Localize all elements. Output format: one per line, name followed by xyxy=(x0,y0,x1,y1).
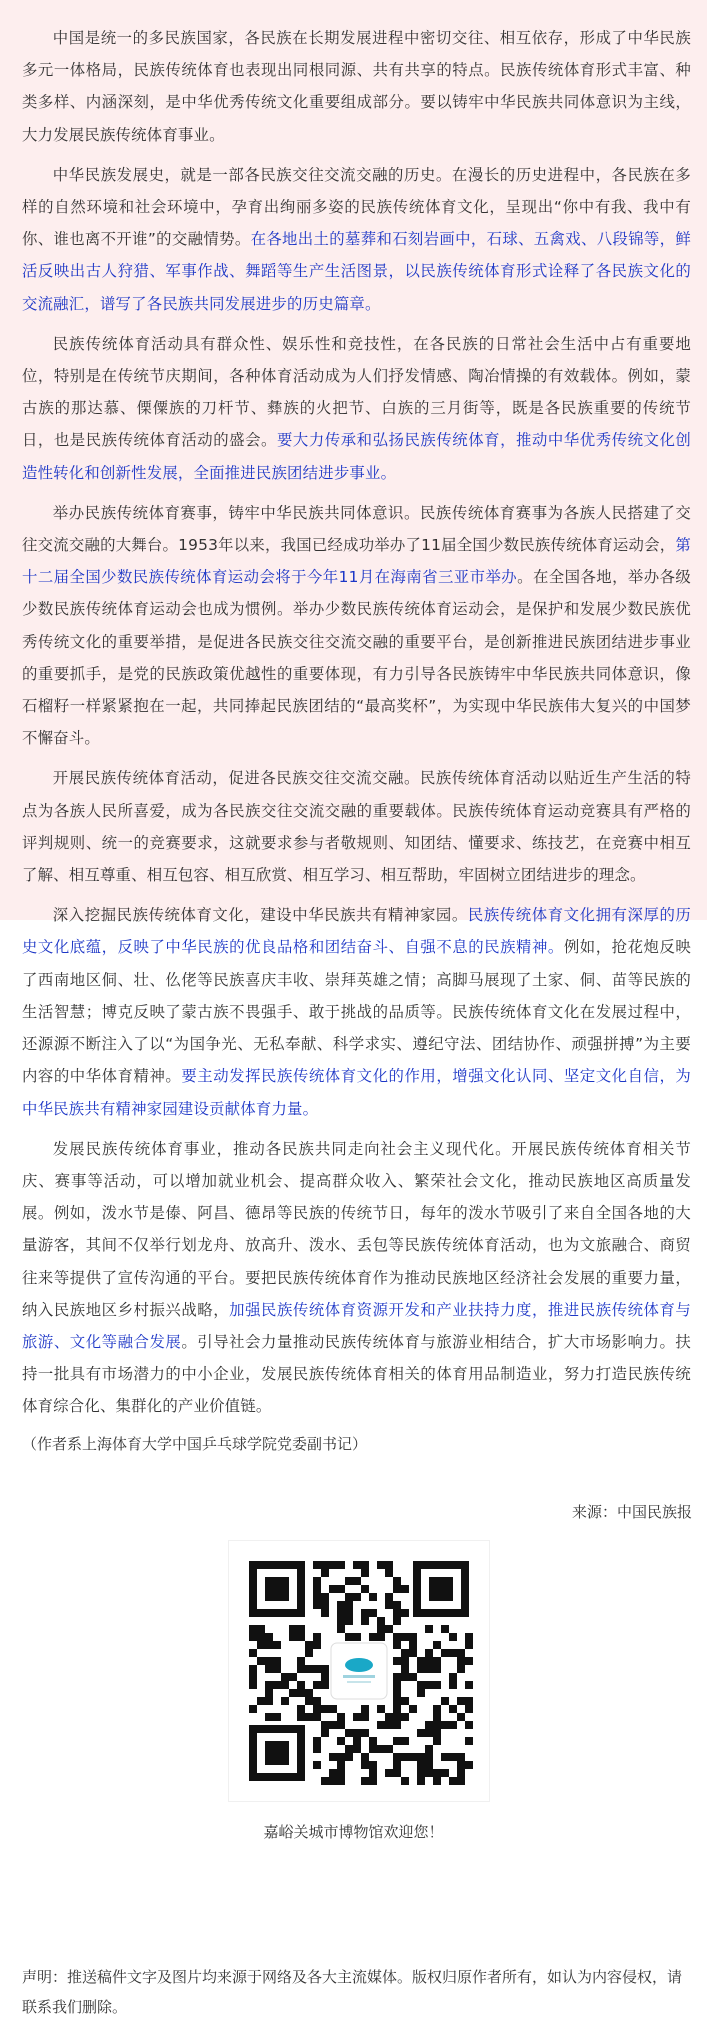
qr-module xyxy=(313,1585,321,1593)
qr-module xyxy=(393,1609,401,1617)
qr-finder-top-right xyxy=(413,1561,469,1617)
qr-module xyxy=(305,1713,313,1721)
qr-module xyxy=(361,1609,369,1617)
qr-module xyxy=(441,1769,449,1777)
qr-module xyxy=(361,1713,369,1721)
qr-module xyxy=(425,1769,433,1777)
qr-module xyxy=(337,1585,345,1593)
qr-module xyxy=(249,1673,257,1681)
qr-module xyxy=(281,1697,289,1705)
qr-module xyxy=(417,1769,425,1777)
qr-module xyxy=(393,1601,401,1609)
qr-module xyxy=(353,1577,361,1585)
qr-module xyxy=(297,1633,305,1641)
qr-module xyxy=(425,1625,433,1633)
qr-caption: 嘉峪关城市博物馆欢迎您！ xyxy=(263,1823,444,1841)
qr-module xyxy=(417,1729,425,1737)
qr-module xyxy=(329,1769,337,1777)
qr-module xyxy=(321,1721,329,1729)
highlight-text: 在各地出土的墓葬和石刻岩画中，石球、五禽戏、八段锦等，鲜活反映出古人狩猎、军事作战、舞蹈等生产生活图景，以民族传统体育形式诠释了各民族文化的交流融汇，谱写了各民族共同发展进步的历史篇章。 xyxy=(22,230,691,313)
qr-module xyxy=(425,1681,433,1689)
qr-module xyxy=(265,1665,273,1673)
qr-module xyxy=(265,1633,273,1641)
qr-module xyxy=(353,1561,361,1569)
paragraph-text: 中华民族发展史，就是一部各民族交往交流交融的历史。在漫长的历史进程中，各民族在多样的自然环境和社会环境中，孕育出绚丽多姿的民族传统体育文化，呈现出“你中有我、我中有你、谁也离不开谁”的交融情势。 xyxy=(22,165,691,249)
qr-module xyxy=(385,1625,393,1633)
qr-module xyxy=(249,1649,257,1657)
qr-module xyxy=(273,1665,281,1673)
qr-module xyxy=(465,1761,473,1769)
qr-module xyxy=(329,1585,337,1593)
qr-module xyxy=(393,1577,401,1585)
qr-module xyxy=(305,1665,313,1673)
qr-module xyxy=(457,1753,465,1761)
highlight-text: 民族传统体育文化拥有深厚的历史文化底蕴，反映了中华民族的优良品格和团结奋斗、自强不息的民族精神。 xyxy=(22,906,691,957)
qr-module xyxy=(297,1665,305,1673)
qr-module xyxy=(273,1657,281,1665)
qr-module xyxy=(345,1753,353,1761)
source-label: 来源：中国民族报 xyxy=(571,1503,692,1521)
qr-module xyxy=(465,1633,473,1641)
qr-module xyxy=(313,1745,321,1753)
qr-module xyxy=(393,1633,401,1641)
qr-module xyxy=(313,1641,321,1649)
qr-module xyxy=(353,1737,361,1745)
qr-module xyxy=(417,1761,425,1769)
qr-module xyxy=(329,1721,337,1729)
qr-module xyxy=(337,1609,345,1617)
qr-module xyxy=(377,1633,385,1641)
qr-module xyxy=(465,1681,473,1689)
qr-module xyxy=(321,1705,329,1713)
qr-module xyxy=(377,1745,385,1753)
qr-module xyxy=(457,1777,465,1785)
qr-module xyxy=(441,1721,449,1729)
qr-module xyxy=(313,1665,321,1673)
qr-module xyxy=(393,1617,401,1625)
qr-module xyxy=(249,1633,257,1641)
qr-module xyxy=(409,1649,417,1657)
paragraph xyxy=(22,328,691,489)
qr-module xyxy=(433,1729,441,1737)
qr-module xyxy=(385,1769,393,1777)
qr-module xyxy=(321,1673,329,1681)
qr-module xyxy=(433,1721,441,1729)
qr-module xyxy=(353,1745,361,1753)
qr-module xyxy=(401,1673,409,1681)
paragraph-text: 民族传统体育活动具有群众性、娱乐性和竞技性，在各民族的日常社会生活中占有重要地位，特别是在传统节庆期间，各种体育活动成为人们抒发情感、陶冶情操的有效载体。例如，蒙古族的那达慕、傈僳族的刀杆节、彝族的火把节、白族的三月街等，既是各民族重要的传统节日，也是民族传统体育活动的盛会。 xyxy=(22,334,691,450)
qr-module xyxy=(393,1673,401,1681)
qr-module xyxy=(289,1673,297,1681)
qr-module xyxy=(449,1649,457,1657)
qr-center-logo xyxy=(331,1643,387,1699)
qr-module xyxy=(361,1729,369,1737)
qr-module xyxy=(297,1689,305,1697)
qr-module xyxy=(449,1705,457,1713)
qr-module xyxy=(433,1657,441,1665)
qr-module xyxy=(417,1657,425,1665)
qr-module xyxy=(457,1649,465,1657)
qr-module xyxy=(289,1689,297,1697)
qr-module xyxy=(353,1713,361,1721)
qr-module xyxy=(321,1681,329,1689)
qr-module xyxy=(417,1689,425,1697)
qr-module xyxy=(337,1561,345,1569)
qr-module xyxy=(345,1745,353,1753)
qr-module xyxy=(249,1705,257,1713)
qr-module xyxy=(257,1697,265,1705)
qr-module xyxy=(313,1737,321,1745)
qr-module xyxy=(297,1657,305,1665)
qr-module xyxy=(345,1633,353,1641)
qr-module xyxy=(409,1753,417,1761)
qr-module xyxy=(377,1617,385,1625)
qr-module xyxy=(425,1657,433,1665)
qr-module xyxy=(449,1633,457,1641)
disclaimer: 声明：推送稿件文字及图片均来源于网络及各大主流媒体。版权归原作者所有，如认为内容侵权，请联系我们删除。 xyxy=(22,1968,683,2016)
qr-module xyxy=(369,1737,377,1745)
qr-module xyxy=(385,1721,393,1729)
paragraph-text: 开展民族传统体育活动，促进各民族交往交流交融。民族传统体育活动以贴近生产生活的特点为各族人民所喜爱，成为各民族交往交流交融的重要载体。民族传统体育运动竞赛具有严格的评判规则、统一的竞赛要求，这就要求参与者敬规则、知团结、懂要求、练技艺，在竞赛中相互了解、相互尊重、相互包容、相互欣赏、相互学习、相互帮助，牢固树立团结进步的理念。 xyxy=(22,769,691,885)
paragraph xyxy=(22,899,691,1124)
qr-module xyxy=(329,1705,337,1713)
qr-module xyxy=(337,1721,345,1729)
qr-module xyxy=(433,1769,441,1777)
qr-module xyxy=(305,1689,313,1697)
paragraph-text: 深入挖掘民族传统体育文化，建设中华民族共有精神家园。 xyxy=(52,906,468,925)
qr-module xyxy=(377,1625,385,1633)
qr-module xyxy=(337,1777,345,1785)
qr-module xyxy=(281,1681,289,1689)
qr-module xyxy=(345,1617,353,1625)
qr-module xyxy=(409,1673,417,1681)
qr-module xyxy=(329,1561,337,1569)
qr-module xyxy=(313,1633,321,1641)
paragraph-text: 中国是统一的多民族国家，各民族在长期发展进程中密切交往、相互依存，形成了中华民族多元一体格局，民族传统体育也表现出同根同源、共有共享的特点。民族传统体育形式丰富、种类多样、内涵深刻，是中华优秀传统文化重要组成部分。要以铸牢中华民族共同体意识为主线，大力发展民族传统体育事业。 xyxy=(22,29,691,144)
qr-module xyxy=(297,1713,305,1721)
qr-module xyxy=(401,1585,409,1593)
qr-module xyxy=(449,1721,457,1729)
qr-module xyxy=(401,1665,409,1673)
qr-module xyxy=(393,1761,401,1769)
qr-module xyxy=(385,1561,393,1569)
qr-module xyxy=(265,1697,273,1705)
qr-module xyxy=(321,1593,329,1601)
qr-module xyxy=(329,1777,337,1785)
qr-module xyxy=(401,1649,409,1657)
qr-module xyxy=(305,1697,313,1705)
qr-module xyxy=(465,1657,473,1665)
qr-module xyxy=(401,1697,409,1705)
qr-module xyxy=(313,1681,321,1689)
qr-module xyxy=(401,1737,409,1745)
qr-module xyxy=(305,1641,313,1649)
qr-module xyxy=(313,1713,321,1721)
qr-module xyxy=(465,1721,473,1729)
paragraph-text: 。引导社会力量推动民族传统体育与旅游业相结合，扩大市场影响力。扶持一批具有市场潜力的中小企业，发展民族传统体育相关的体育用品制造业，努力打造民族传统体育综合化、集群化的产业价值链。 xyxy=(22,1332,691,1416)
qr-module xyxy=(433,1705,441,1713)
qr-module xyxy=(369,1609,377,1617)
qr-module xyxy=(457,1657,465,1665)
qr-module xyxy=(345,1577,353,1585)
qr-module xyxy=(433,1641,441,1649)
qr-module xyxy=(425,1745,433,1753)
qr-module xyxy=(289,1625,297,1633)
highlight-text: 要大力传承和弘扬民族传统体育，推动中华优秀传统文化创造性转化和创新性发展，全面推进民族团结进步事业。 xyxy=(22,431,692,482)
qr-module xyxy=(273,1713,281,1721)
qr-module xyxy=(385,1745,393,1753)
qr-module xyxy=(257,1625,265,1633)
qr-module xyxy=(361,1777,369,1785)
qr-module xyxy=(401,1657,409,1665)
qr-module xyxy=(409,1633,417,1641)
qr-module xyxy=(249,1681,257,1689)
qr-module xyxy=(457,1665,465,1673)
qr-module xyxy=(417,1665,425,1673)
qr-module xyxy=(321,1777,329,1785)
qr-module xyxy=(433,1713,441,1721)
qr-code-graphic xyxy=(229,1541,489,1801)
qr-module xyxy=(321,1561,329,1569)
qr-module xyxy=(345,1609,353,1617)
qr-module xyxy=(457,1761,465,1769)
qr-module xyxy=(393,1721,401,1729)
qr-module xyxy=(361,1569,369,1577)
qr-finder-bottom-left xyxy=(249,1725,305,1781)
qr-finder-top-left xyxy=(249,1561,305,1617)
qr-module xyxy=(393,1705,401,1713)
paragraph-text: 例如，抢花炮反映了西南地区侗、壮、仫佬等民族喜庆丰收、崇拜英雄之情；高脚马展现了土家、侗、苗等民族的生活智慧；博克反映了蒙古族不畏强手、敢于挑战的品质等。民族传统体育文化在发展过程中，还源源不断注入了以“为国争光、无私奉献、科学求实、遵纪守法、团结协作、顽强拼搏”为主要内容的中华体育精神。 xyxy=(22,938,691,1086)
qr-module xyxy=(337,1625,345,1633)
qr-module xyxy=(321,1569,329,1577)
qr-module xyxy=(393,1657,401,1665)
qr-module xyxy=(353,1633,361,1641)
qr-module xyxy=(401,1633,409,1641)
qr-module xyxy=(425,1721,433,1729)
qr-module xyxy=(369,1761,377,1769)
qr-module xyxy=(249,1665,257,1673)
qr-module xyxy=(313,1577,321,1585)
qr-module xyxy=(433,1665,441,1673)
qr-module xyxy=(345,1729,353,1737)
qr-module xyxy=(337,1769,345,1777)
qr-module xyxy=(257,1657,265,1665)
qr-module xyxy=(385,1601,393,1609)
qr-module xyxy=(337,1713,345,1721)
qr-module xyxy=(297,1705,305,1713)
qr-module xyxy=(313,1697,321,1705)
qr-module xyxy=(385,1713,393,1721)
paragraph xyxy=(22,497,691,755)
qr-module xyxy=(457,1769,465,1777)
qr-module xyxy=(369,1769,377,1777)
qr-module xyxy=(393,1713,401,1721)
qr-module xyxy=(393,1641,401,1649)
qr-module xyxy=(361,1705,369,1713)
qr-module xyxy=(417,1777,425,1785)
qr-module xyxy=(393,1681,401,1689)
qr-module xyxy=(457,1713,465,1721)
qr-module xyxy=(401,1609,409,1617)
qr-module xyxy=(265,1641,273,1649)
qr-module xyxy=(449,1681,457,1689)
qr-module xyxy=(329,1753,337,1761)
qr-module xyxy=(449,1777,457,1785)
qr-module xyxy=(361,1753,369,1761)
qr-module xyxy=(393,1689,401,1697)
qr-module xyxy=(377,1561,385,1569)
qr-module xyxy=(441,1649,449,1657)
qr-module xyxy=(433,1777,441,1785)
paragraph xyxy=(22,22,691,151)
qr-module xyxy=(257,1641,265,1649)
qr-module xyxy=(321,1729,329,1737)
qr-module xyxy=(361,1617,369,1625)
paragraph xyxy=(22,159,691,320)
highlight-text: 第十二届全国少数民族传统体育运动会将于今年11月在海南省三亚市举办 xyxy=(22,536,691,587)
qr-module xyxy=(313,1593,321,1601)
qr-module xyxy=(313,1705,321,1713)
paragraph xyxy=(22,1133,691,1423)
qr-module xyxy=(337,1753,345,1761)
qr-module xyxy=(369,1593,377,1601)
qr-module xyxy=(417,1681,425,1689)
qr-module xyxy=(457,1697,465,1705)
qr-module xyxy=(465,1641,473,1649)
qr-module xyxy=(425,1761,433,1769)
qr-module xyxy=(257,1633,265,1641)
paragraph-text: 举办民族传统体育赛事，铸牢中华民族共同体意识。民族传统体育赛事为各族人民搭建了交往交流交融的大舞台。1953年以来，我国已经成功举办了11届全国少数民族传统体育运动会， xyxy=(22,503,691,555)
qr-module xyxy=(369,1633,377,1641)
qr-module xyxy=(409,1705,417,1713)
qr-module xyxy=(425,1753,433,1761)
qr-module xyxy=(361,1561,369,1569)
qr-module xyxy=(361,1585,369,1593)
qr-module xyxy=(433,1737,441,1745)
qr-module xyxy=(297,1625,305,1633)
qr-module xyxy=(321,1601,329,1609)
qr-module xyxy=(393,1585,401,1593)
qr-module xyxy=(361,1761,369,1769)
qr-module xyxy=(265,1681,273,1689)
qr-module xyxy=(273,1681,281,1689)
qr-module xyxy=(313,1561,321,1569)
qr-module xyxy=(409,1641,417,1649)
highlight-text: 加强民族传统体育资源开发和产业扶持力度，推进民族传统体育与旅游、文化等融合发展 xyxy=(22,1300,691,1351)
qr-module xyxy=(273,1641,281,1649)
qr-module xyxy=(465,1697,473,1705)
highlight-text: 要主动发挥民族传统体育文化的作用，增强文化认同、坚定文化自信，为中华民族共有精神家园建设贡献体育力量。 xyxy=(22,1067,691,1118)
paragraph-text: 发展民族传统体育事业，推动各民族共同走向社会主义现代化。开展民族传统体育相关节庆、赛事等活动，可以增加就业机会、提高群众收入、繁荣社会文化，推动民族地区高质量发展。例如，泼水节是傣、阿昌、德昂等民族的传统节日，每年的泼水节吸引了来自全国各地的大量游客，其间不仅举行划龙舟、放高升、泼水、丢包等民族传统体育活动，也为文旅融合、商贸往来等提供了宣传沟通的平台。要把民族传统体育作为推动民族地区经济社会发展的重要力量，纳入民族地区乡村振兴战略， xyxy=(22,1139,691,1319)
qr-module xyxy=(441,1625,449,1633)
qr-module xyxy=(401,1713,409,1721)
qr-code[interactable] xyxy=(229,1541,489,1801)
qr-module xyxy=(337,1617,345,1625)
qr-module xyxy=(265,1713,273,1721)
qr-module xyxy=(441,1753,449,1761)
qr-module xyxy=(377,1705,385,1713)
qr-module xyxy=(425,1665,433,1673)
qr-module xyxy=(465,1705,473,1713)
qr-module xyxy=(417,1753,425,1761)
qr-module xyxy=(305,1649,313,1657)
qr-module xyxy=(353,1593,361,1601)
paragraph xyxy=(22,762,691,891)
qr-module xyxy=(425,1729,433,1737)
qr-module xyxy=(401,1777,409,1785)
author-note: （作者系上海体育大学中国乒乓球学院党委副书记） xyxy=(22,1435,368,1453)
qr-module xyxy=(289,1633,297,1641)
qr-module xyxy=(393,1737,401,1745)
paragraph-text: 。在全国各地，举办各级少数民族传统体育运动会也成为惯例。举办少数民族传统体育运动会，是保护和发展少数民族优秀传统文化的重要举措，是促进各民族交往交流交融的重要平台，是创新推进民族团结进步事业的重要抓手，是党的民族政策优越性的重要体现，有力引导各民族铸牢中华民族共同体意识，像石榴籽一样紧紧抱在一起，共同捧起民族团结的“最高奖杯”，为实现中华民族伟大复兴的中国梦不懈奋斗。 xyxy=(22,568,692,748)
qr-module xyxy=(393,1769,401,1777)
qr-module xyxy=(281,1673,289,1681)
qr-module xyxy=(337,1737,345,1745)
qr-module xyxy=(393,1697,401,1705)
qr-module xyxy=(321,1609,329,1617)
qr-module xyxy=(385,1593,393,1601)
qr-module xyxy=(297,1681,305,1689)
qr-module xyxy=(385,1569,393,1577)
qr-module xyxy=(345,1601,353,1609)
qr-module xyxy=(369,1745,377,1753)
qr-module xyxy=(353,1729,361,1737)
qr-module xyxy=(369,1777,377,1785)
qr-module xyxy=(449,1673,457,1681)
qr-module xyxy=(265,1657,273,1665)
qr-module xyxy=(449,1753,457,1761)
qr-module xyxy=(465,1737,473,1745)
qr-module xyxy=(337,1761,345,1769)
qr-module xyxy=(425,1649,433,1657)
qr-module xyxy=(345,1593,353,1601)
qr-module xyxy=(313,1761,321,1769)
qr-module xyxy=(377,1721,385,1729)
qr-module xyxy=(337,1601,345,1609)
qr-module xyxy=(249,1625,257,1633)
qr-module xyxy=(321,1665,329,1673)
qr-module xyxy=(433,1681,441,1689)
qr-module xyxy=(441,1697,449,1705)
qr-module xyxy=(393,1753,401,1761)
qr-module xyxy=(313,1601,321,1609)
qr-module xyxy=(401,1753,409,1761)
qr-module xyxy=(265,1689,273,1697)
